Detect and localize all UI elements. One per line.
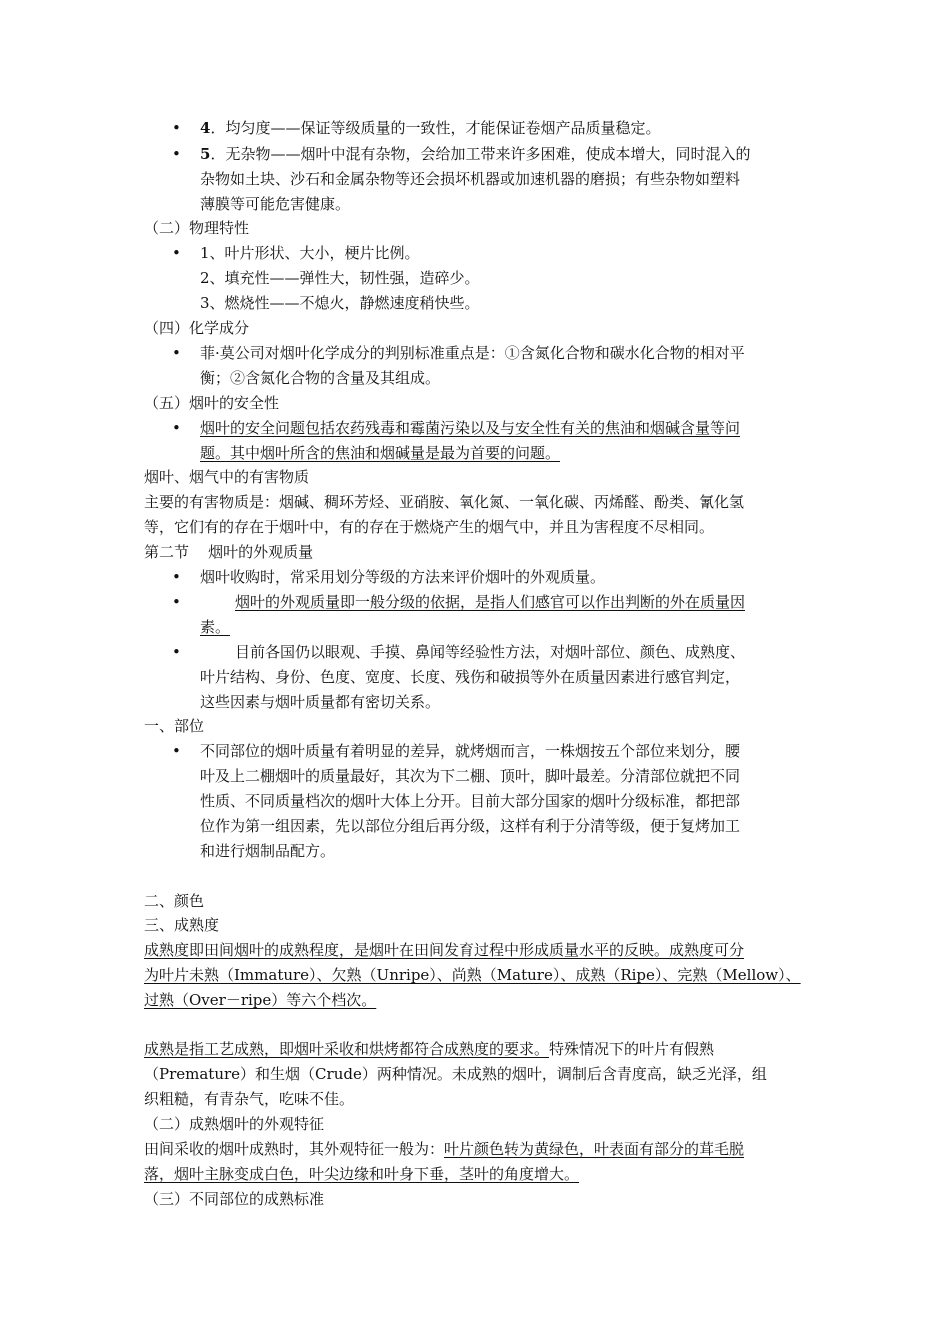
underlined-text: 为叶片未熟（Immature）、欠熟（Unripe）、尚熟（Mature）、成熟（Ripe）、完熟（Mellow）、 [144, 966, 801, 984]
bullet: • [172, 568, 181, 586]
section-heading: （二）物理特性 [144, 219, 250, 237]
underlined-text: 成熟度即田间烟叶的成熟程度，是烟叶在田间发育过程中形成质量水平的反映。成熟度可分 [144, 941, 745, 959]
text-line: 位作为第一组因素，先以部位分组后再分级，这样有利于分清等级，便于复烤加工 [200, 817, 741, 835]
text-line: 1、叶片形状、大小，梗片比例。 [200, 244, 420, 262]
bullet: • [172, 244, 181, 262]
underlined-text: 落，烟叶主脉变成白色，叶尖边缘和叶身下垂，茎叶的角度增大。 [144, 1165, 580, 1183]
item-number: 4 [200, 119, 211, 137]
underlined-text: 题。其中烟叶所含的焦油和烟碱量是最为首要的问题。 [200, 444, 561, 462]
text-line: 性质、不同质量档次的烟叶大体上分开。目前大部分国家的烟叶分级标准，都把部 [200, 792, 741, 810]
text-line: 3、燃烧性——不熄火，静燃速度稍快些。 [200, 294, 480, 312]
section-heading: （二）成熟烟叶的外观特征 [144, 1115, 325, 1133]
item-text: ．均匀度——保证等级质量的一致性，才能保证卷烟产品质量稳定。 [210, 119, 661, 137]
bullet: • [172, 145, 181, 163]
text-line: 和进行烟制品配方。 [200, 842, 336, 860]
text-line: 杂物如土块、沙石和金属杂物等还会损坏机器或加速机器的磨损；有些杂物如塑料 [200, 170, 741, 188]
underlined-text: 素。 [200, 618, 231, 636]
bullet: • [172, 643, 181, 661]
section-heading: （三）不同部位的成熟标准 [144, 1190, 325, 1208]
text-line: 这些因素与烟叶质量都有密切关系。 [200, 693, 441, 711]
item-number: 5 [200, 145, 211, 163]
section-heading: 三、成熟度 [144, 916, 220, 934]
text-line: 衡；②含氮化合物的含量及其组成。 [200, 369, 441, 387]
underlined-text: 成熟是指工艺成熟，即烟叶采收和烘烤都符合成熟度的要求。 [144, 1040, 550, 1058]
bullet: • [172, 593, 181, 611]
section-heading: 第二节 烟叶的外观质量 [144, 543, 314, 561]
text-line: 主要的有害物质是：烟碱、稠环芳烃、亚硝胺、氧化氮、一氧化碳、丙烯醛、酚类、氰化氢 [144, 493, 745, 511]
underlined-text: 叶片颜色转为黄绿色，叶表面有部分的茸毛脱 [444, 1140, 745, 1158]
text-line: 织粗糙，有青杂气，吃味不佳。 [144, 1090, 355, 1108]
underlined-text: 烟叶的安全问题包括农药残毒和霉菌污染以及与安全性有关的焦油和烟碱含量等问 [200, 419, 741, 437]
text-line: 薄膜等可能危害健康。 [200, 195, 351, 213]
text-line: 2、填充性——弹性大，韧性强，造碎少。 [200, 269, 480, 287]
grading-item-4 [200, 116, 660, 141]
text-line: 等，它们有的存在于烟叶中，有的存在于燃烧产生的烟气中，并且为害程度不尽相同。 [144, 518, 715, 536]
text-line: 菲·莫公司对烟叶化学成分的判别标准重点是：①含氮化合物和碳水化合物的相对平 [200, 344, 745, 362]
section-heading: 一、部位 [144, 717, 205, 735]
section-heading: （四）化学成分 [144, 319, 250, 337]
item-text: ．无杂物——烟叶中混有杂物，会给加工带来许多困难，使成本增大，同时混入的 [210, 145, 751, 163]
bullet: • [172, 419, 181, 437]
section-heading: 烟叶、烟气中的有害物质 [144, 468, 310, 486]
text-line [144, 1037, 714, 1062]
section-heading: （五）烟叶的安全性 [144, 394, 280, 412]
text-segment: 特殊情况下的叶片有假熟 [549, 1040, 715, 1058]
section-heading: 二、颜色 [144, 892, 205, 910]
underlined-text: 烟叶的外观质量即一般分级的依据，是指人们感官可以作出判断的外在质量因 [235, 593, 746, 611]
text-line: 叶及上二棚烟叶的质量最好，其次为下二棚、顶叶，脚叶最差。分清部位就把不同 [200, 767, 741, 785]
text-line [144, 1137, 744, 1162]
grading-item-5 [200, 142, 750, 167]
text-line: 目前各国仍以眼观、手摸、鼻闻等经验性方法，对烟叶部位、颜色、成熟度、 [235, 643, 746, 661]
bullet: • [172, 119, 181, 137]
text-segment: 田间采收的烟叶成熟时，其外观特征一般为： [144, 1140, 445, 1158]
underlined-text: 过熟（Over－ripe）等六个档次。 [144, 991, 377, 1009]
text-line: （Premature）和生烟（Crude）两种情况。未成熟的烟叶，调制后含青度高，缺乏光泽，组 [144, 1065, 767, 1083]
bullet: • [172, 344, 181, 362]
bullet: • [172, 742, 181, 760]
text-line: 烟叶收购时，常采用划分等级的方法来评价烟叶的外观质量。 [200, 568, 606, 586]
text-line: 叶片结构、身份、色度、宽度、长度、残伤和破损等外在质量因素进行感官判定， [200, 668, 741, 686]
text-line: 不同部位的烟叶质量有着明显的差异，就烤烟而言，一株烟按五个部位来划分，腰 [200, 742, 741, 760]
